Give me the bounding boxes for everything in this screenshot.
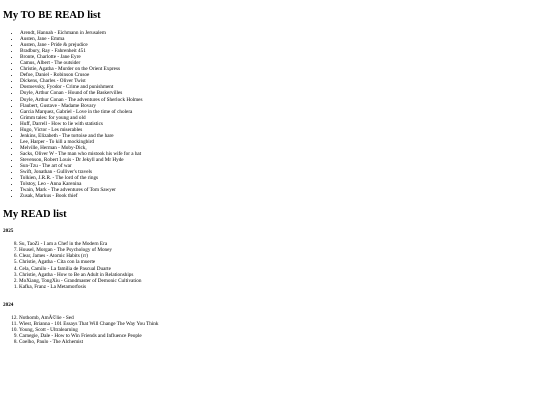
tbr-item: • Melville, Herman - Moby-Dick, bbox=[20, 145, 540, 151]
tbr-item: • Zusak, Markus - Book thief bbox=[20, 193, 540, 199]
tbr-item: • Bronte, Charlotte - Jane Eyre bbox=[20, 54, 540, 60]
tbr-item: • Tolkien, J.R.R. - The lord of the rings bbox=[20, 175, 540, 181]
tbr-item: • Twain, Mark - The adventures of Tom Sawyer bbox=[20, 187, 540, 193]
tbr-item: • Garcia Marquez, Gabriel - Love in the time of cholera bbox=[20, 109, 540, 115]
read-item: 4. Cela, Camilo - La familia de Pascual Duarte bbox=[19, 266, 540, 272]
read-item: 9. Carnegie, Dale - How to Win Friends and Influence People bbox=[19, 333, 540, 339]
tbr-item: • Dickens, Charles - Oliver Twist bbox=[20, 78, 540, 84]
tbr-item: • Arendt, Hannah - Eichmann in Jerusalem bbox=[20, 30, 540, 36]
read-item: 7. Housel, Morgan - The Psychology of Money bbox=[19, 247, 540, 253]
read-list-2024 bbox=[3, 315, 540, 345]
tbr-item: • Tolstoy, Leo - Anna Karenina bbox=[20, 181, 540, 187]
tbr-item: • Lee, Harper - To kill a mockingbird bbox=[20, 139, 540, 145]
read-item: 11. Wiest, Brianna - 101 Essays That Will Change The Way You Think bbox=[19, 321, 540, 327]
tbr-item: • Defoe, Daniel - Robinson Crusoe bbox=[20, 72, 540, 78]
tbr-item: • Austen, Jane - Pride & prejudice bbox=[20, 42, 540, 48]
tbr-item: • Dostoevsky, Fyodor - Crime and punishment bbox=[20, 84, 540, 90]
year-heading-2025: 2025 bbox=[3, 228, 14, 235]
tbr-item: • Sacks, Oliver W - The man who mistook his wife for a hat bbox=[20, 151, 540, 157]
tbr-item: • Flaubert, Gustave - Madame Bovary bbox=[20, 103, 540, 109]
tbr-item: • Doyle, Arthur Conan - Hound of the Baskervilles bbox=[20, 90, 540, 96]
tbr-item: • Christie, Agatha - Murder on the Orient Express bbox=[20, 66, 540, 72]
tbr-item: • Stevenson, Robert Louis - Dr Jekyll and Mr Hyde bbox=[20, 157, 540, 163]
tbr-item: • Bradbury, Ray - Fahrenheit 451 bbox=[20, 48, 540, 54]
read-list-2025 bbox=[3, 241, 540, 289]
tbr-item: • Huff, Darrell - How to lie with statistics bbox=[20, 121, 540, 127]
tbr-item: • Sun-Tzu - The art of war bbox=[20, 163, 540, 169]
read-item: 10. Young, Scott - Ultralearning bbox=[19, 327, 540, 333]
tbr-item: • Swift, Jonathan - Gulliver's travels bbox=[20, 169, 540, 175]
tbr-item: • Grimm tales: for young and old bbox=[20, 115, 540, 121]
tbr-item: • Hugo, Victor - Les miserables bbox=[20, 127, 540, 133]
read-item: 2. MoXiang, TongXiu - Grandmaster of Demonic Cultivation bbox=[19, 278, 540, 284]
tbr-heading: My TO BE READ list bbox=[3, 10, 101, 21]
tbr-item: • Camus, Albert - The outsider bbox=[20, 60, 540, 66]
read-item: 6. Clear, James - Atomic Habits (rr) bbox=[19, 253, 540, 259]
read-heading: My READ list bbox=[3, 209, 67, 221]
read-item: 1. Kafka, Franz - La Metamorfosis bbox=[19, 284, 540, 290]
read-item: 5. Christie, Agatha - Cita con la muerte bbox=[19, 259, 540, 265]
tbr-item: • Jenkins, Elizabeth - The tortoise and the hare bbox=[20, 133, 540, 139]
read-item: 8. Su, TaoZi - I am a Chef in the Modern Era bbox=[19, 241, 540, 247]
tbr-item: • Doyle, Arthur Conan - The adventures of Sherlock Holmes bbox=[20, 97, 540, 103]
tbr-list bbox=[3, 30, 540, 199]
read-item: 8. Coelho, Paulo - The Alchemist bbox=[19, 339, 540, 345]
read-item: 3. Christie, Agatha - How to Be an Adult in Relationships bbox=[19, 272, 540, 278]
read-item: 12. Nothomb, AmÃ©lie - Sed bbox=[19, 315, 540, 321]
year-heading-2024: 2024 bbox=[3, 301, 14, 308]
tbr-item: • Austen, Jane - Emma bbox=[20, 36, 540, 42]
